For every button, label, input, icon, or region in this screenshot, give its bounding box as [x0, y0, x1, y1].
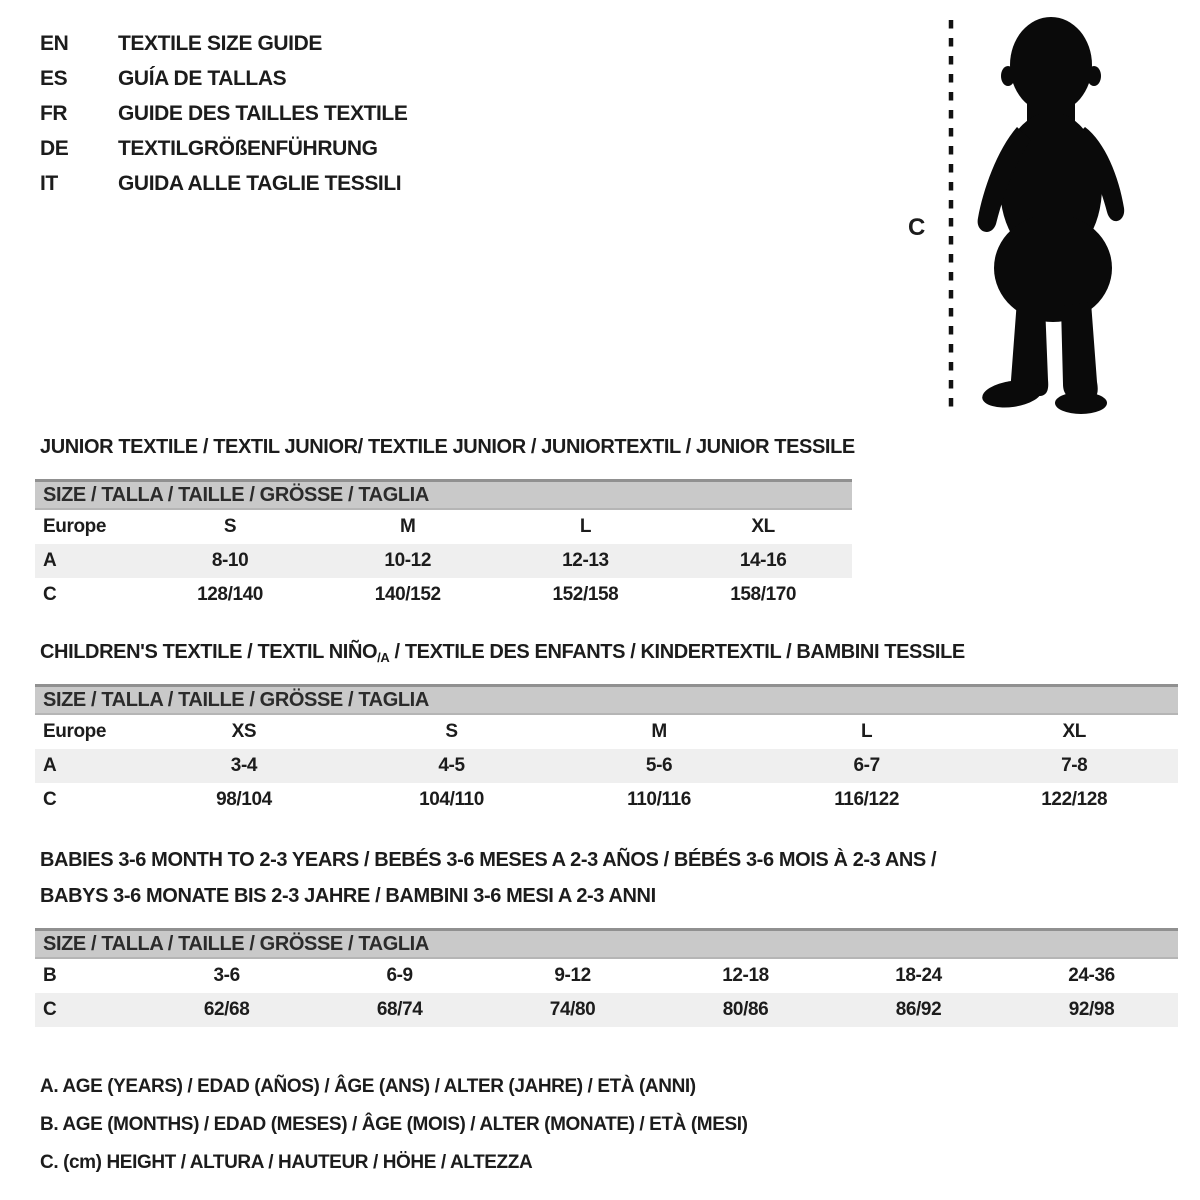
table-cell: 3-4 — [140, 749, 348, 783]
lang-code: DE — [40, 136, 69, 160]
table-row — [35, 783, 1178, 817]
table-cell: 116/122 — [834, 789, 900, 810]
table-cell: 104/110 — [419, 789, 484, 810]
table-cell: 6-9 — [386, 965, 413, 986]
table-row — [35, 509, 852, 544]
junior-size-table — [35, 479, 852, 612]
junior-section-title: JUNIOR TEXTILE / TEXTIL JUNIOR/ TEXTILE JUNIOR / JUNIORTEXTIL / JUNIOR TESSILE — [40, 436, 855, 458]
table-cell: 152/158 — [552, 584, 619, 605]
babies-size-table — [35, 928, 1178, 1027]
size-header-bar: SIZE / TALLA / TAILLE / GRÖSSE / TAGLIA — [35, 686, 1178, 715]
lang-code: IT — [40, 171, 58, 195]
footnote-b: B. AGE (MONTHS) / EDAD (MESES) / ÂGE (MOIS) / ALTER (MONATE) / ETÀ (MESI) — [40, 1114, 748, 1135]
table-cell: 128/140 — [197, 584, 263, 605]
lang-row-en — [40, 26, 407, 61]
baby-silhouette-icon — [978, 17, 1125, 414]
table-cell: 68/74 — [313, 993, 486, 1027]
row-label: A — [35, 544, 141, 578]
lang-title: GUÍA DE TALLAS — [118, 66, 287, 90]
lang-title: GUIDE DES TAILLES TEXTILE — [118, 101, 408, 125]
table-cell: S — [445, 721, 458, 742]
measure-figure — [895, 12, 1150, 417]
children-title-post: / TEXTILE DES ENFANTS / KINDERTEXTIL / BAMBINI TESSILE — [389, 641, 965, 663]
babies-section-title-line1: BABIES 3-6 MONTH TO 2-3 YEARS / BEBÉS 3-6 MESES A 2-3 AÑOS / BÉBÉS 3-6 MOIS À 2-3 ANS / — [40, 849, 937, 871]
lang-code: FR — [40, 101, 68, 125]
table-cell: 6-7 — [763, 749, 971, 783]
table-cell: 86/92 — [832, 993, 1005, 1027]
table-cell: L — [861, 721, 873, 742]
row-label: A — [35, 749, 140, 783]
table-cell: XL — [1062, 721, 1086, 742]
table-cell: 62/68 — [140, 993, 313, 1027]
children-title-sub: /A — [377, 650, 390, 665]
row-label: B — [43, 965, 57, 986]
table-cell: 110/116 — [627, 789, 691, 810]
table-cell: 10-12 — [319, 544, 497, 578]
table-cell: 24-36 — [1068, 965, 1115, 986]
footnote-c: C. (cm) HEIGHT / ALTURA / HAUTEUR / HÖHE / ALTEZZA — [40, 1152, 533, 1173]
measure-label-c: C — [908, 214, 925, 241]
lang-title: TEXTILGRÖßENFÜHRUNG — [118, 136, 378, 160]
footnote-a: A. AGE (YEARS) / EDAD (AÑOS) / ÂGE (ANS) / ALTER (JAHRE) / ETÀ (ANNI) — [40, 1076, 696, 1097]
table-cell: 14-16 — [674, 544, 852, 578]
lang-title: GUIDA ALLE TAGLIE TESSILI — [118, 171, 402, 195]
table-row — [35, 578, 852, 612]
table-row — [35, 714, 1178, 749]
row-label: C — [43, 584, 57, 605]
table-cell: XS — [231, 721, 257, 742]
table-cell: M — [400, 516, 416, 537]
table-cell: L — [579, 516, 592, 537]
babies-section-title-line2: BABYS 3-6 MONATE BIS 2-3 JAHRE / BAMBINI 3-6 MESI A 2-3 ANNI — [40, 885, 656, 907]
lang-row-fr — [40, 96, 407, 131]
table-cell: XL — [751, 516, 775, 537]
table-cell: 74/80 — [486, 993, 659, 1027]
lang-code: ES — [40, 66, 68, 90]
table-cell: 140/152 — [374, 584, 441, 605]
size-header-bar: SIZE / TALLA / TAILLE / GRÖSSE / TAGLIA — [35, 930, 1178, 959]
table-cell: S — [223, 516, 237, 537]
size-header-row — [35, 930, 1178, 959]
table-cell: M — [651, 721, 667, 742]
table-cell: 80/86 — [659, 993, 832, 1027]
children-title-pre: CHILDREN'S TEXTILE / TEXTIL NIÑO — [40, 641, 378, 663]
row-label: C — [43, 789, 57, 810]
table-row — [35, 544, 852, 578]
size-header-row — [35, 481, 852, 510]
table-cell: 18-24 — [895, 965, 942, 986]
row-label: Europe — [43, 516, 107, 537]
table-row — [35, 749, 1178, 783]
table-cell: 7-8 — [970, 749, 1178, 783]
children-size-table — [35, 684, 1178, 817]
table-row — [35, 958, 1178, 993]
table-cell: 12-18 — [722, 965, 769, 986]
table-cell: 158/170 — [730, 584, 797, 605]
table-cell: 8-10 — [141, 544, 319, 578]
lang-row-de — [40, 131, 407, 166]
size-header-row — [35, 686, 1178, 715]
table-cell: 9-12 — [554, 965, 591, 986]
table-cell: 92/98 — [1005, 993, 1178, 1027]
row-label: Europe — [43, 721, 107, 742]
table-cell: 3-6 — [213, 965, 240, 986]
table-row — [35, 993, 1178, 1027]
table-cell: 5-6 — [555, 749, 763, 783]
table-cell: 122/128 — [1041, 789, 1108, 810]
table-cell: 12-13 — [497, 544, 675, 578]
lang-title: TEXTILE SIZE GUIDE — [118, 31, 322, 55]
size-header-bar: SIZE / TALLA / TAILLE / GRÖSSE / TAGLIA — [35, 481, 852, 510]
children-section-title — [40, 641, 965, 665]
table-cell: 98/104 — [216, 789, 272, 810]
table-cell: 4-5 — [348, 749, 556, 783]
language-title-list — [40, 26, 407, 201]
lang-code: EN — [40, 31, 69, 55]
row-label: C — [35, 993, 140, 1027]
lang-row-es — [40, 61, 407, 96]
footnotes — [40, 1068, 748, 1182]
lang-row-it — [40, 166, 407, 201]
